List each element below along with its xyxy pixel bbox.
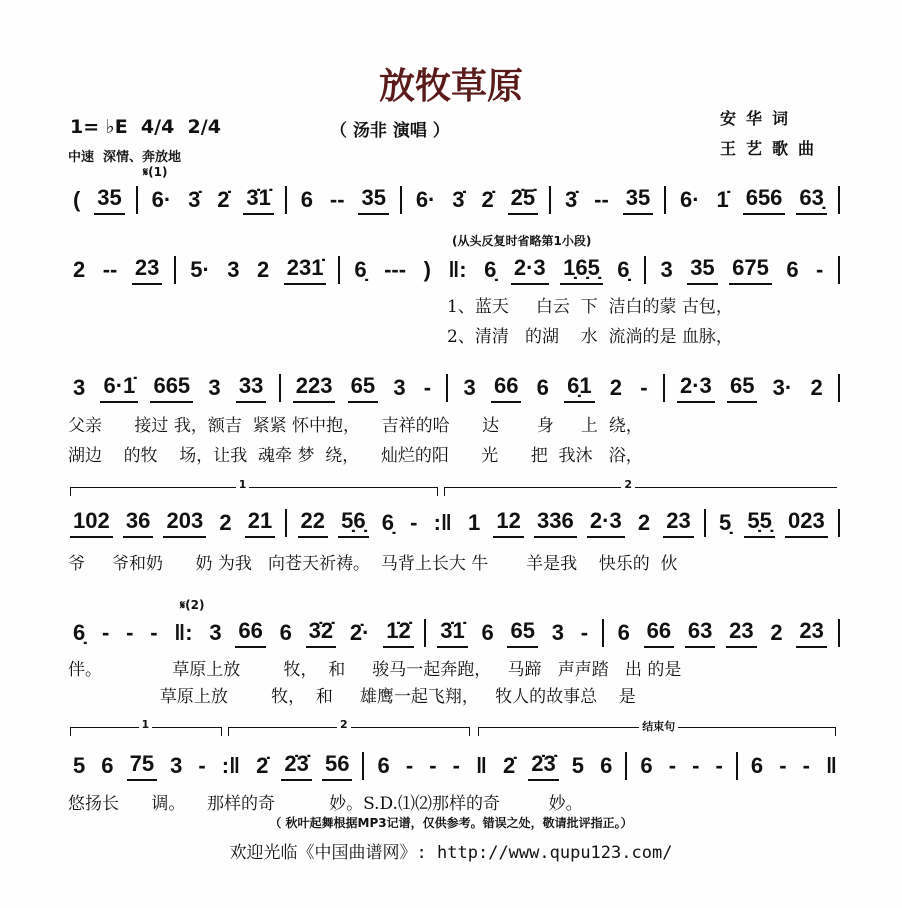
note-group: 6̣ [484, 257, 497, 282]
note-group: 2̇3̇ [281, 751, 311, 781]
note-group: 66 [644, 618, 674, 648]
notation-symbol: - [580, 620, 589, 645]
note-group: 2̇ [217, 187, 230, 212]
note-group: 6 [300, 187, 313, 212]
note-group: 656 [743, 185, 786, 215]
note-group: 6̣1 [564, 373, 594, 403]
bar-line [838, 374, 840, 402]
notation-symbol: - [452, 753, 460, 778]
repeat-note: (从头反复时省略第1小段) [452, 234, 592, 248]
note-group: 2·3 [511, 255, 549, 285]
tempo-marking: 中速 深情、奔放地 [68, 150, 182, 165]
note-group: 6· [680, 187, 700, 212]
bar-line [625, 752, 627, 780]
notation-symbol: :‖ [433, 510, 452, 535]
note-group: 3 [227, 257, 240, 282]
notation-symbol: - [126, 620, 134, 645]
notation-symbol: - [102, 620, 110, 645]
note-group: 6 [786, 257, 799, 282]
notation-symbol: ‖ [475, 753, 487, 778]
note-group: 6· [151, 187, 172, 212]
note-group: 3̇2̇ [306, 618, 336, 648]
bar-line [136, 186, 138, 214]
website-credit: 欢迎光临《中国曲谱网》: http://www.qupu123.com/ [229, 843, 673, 863]
note-group: 63̣ [796, 185, 826, 215]
note-group: 1̣6̣5̣ [560, 255, 603, 285]
note-group: 3 [463, 375, 476, 400]
note-group: 3 [170, 753, 183, 778]
notation-symbol: -- [594, 187, 609, 212]
note-group: 1 [468, 510, 481, 535]
note-group: 336 [534, 508, 577, 538]
volta-first-ending: 1 [70, 487, 438, 496]
key-signature: 1= ♭E 4/4 2/4 [70, 116, 221, 138]
note-group: 65 [507, 618, 537, 648]
notation-symbol: -- [102, 257, 118, 282]
notation-row-3 [70, 370, 840, 406]
note-group: 2·3 [677, 373, 715, 403]
lyric-row-4: 爷 爷和奶 奶 为我 向苍天祈祷。 马背上长大 牛 羊是我 快乐的 伙 [68, 554, 678, 574]
note-group: 35 [94, 185, 124, 215]
note-group: 023 [785, 508, 828, 538]
volta-second-ending: 2 [444, 487, 837, 496]
notation-symbol: - [816, 257, 824, 282]
note-group: 66 [491, 373, 521, 403]
notation-symbol: --- [384, 257, 407, 282]
note-group: 6·1̇ [100, 373, 138, 403]
note-group: 1̇2̇ [383, 618, 413, 648]
note-group: 3 [208, 375, 221, 400]
note-group: 56 [322, 751, 352, 781]
notation-symbol: - [692, 753, 700, 778]
bar-line [446, 374, 448, 402]
notation-symbol: - [640, 375, 648, 400]
note-group: 2̇· [349, 620, 370, 645]
bar-line [838, 256, 840, 284]
notation-symbol: ‖: [448, 257, 467, 282]
notation-row-2 [70, 252, 840, 288]
note-group: 675 [729, 255, 772, 285]
lyricist: 安华词 [720, 109, 799, 128]
note-group: 75 [127, 751, 157, 781]
notation-symbol: ‖: [174, 620, 193, 645]
note-group: 102 [70, 508, 113, 538]
bar-line [838, 186, 840, 214]
note-group: 23 [663, 508, 693, 538]
note-group: 665 [150, 373, 193, 403]
note-group: 23 [726, 618, 756, 648]
notation-symbol: ( [73, 187, 81, 212]
transcription-note: （ 秋叶起舞根据MP3记谱，仅供参考。错误之处，敬请批评指正。） [269, 816, 633, 830]
note-group: 6 [600, 753, 613, 778]
segno-2: 𝄋(2) [180, 598, 205, 612]
note-group: 3̇1̇ [437, 618, 467, 648]
note-group: 22 [298, 508, 328, 538]
note-group: 2̇5̇ [508, 185, 538, 215]
note-group: 5 [571, 753, 585, 778]
note-group: 2̇ [502, 753, 516, 778]
note-group: 1̇ [716, 187, 729, 212]
notation-symbol: - [150, 620, 158, 645]
bar-line [549, 186, 551, 214]
note-group: 23 [132, 255, 162, 285]
note-group: 6̣ [354, 257, 367, 282]
note-group: 63 [685, 618, 715, 648]
song-title: 放牧草原 [378, 65, 523, 107]
notation-symbol: ‖ [825, 753, 837, 778]
note-group: 223 [293, 373, 336, 403]
note-group: 2 [637, 510, 651, 535]
note-group: 2̇ [256, 753, 269, 778]
performer: （ 汤非 演唱 ） [330, 121, 450, 141]
note-group: 3 [551, 620, 564, 645]
note-group: 21 [245, 508, 275, 538]
bar-line [704, 509, 706, 537]
note-group: 3̇ [564, 187, 578, 212]
note-group: 5· [190, 257, 210, 282]
note-group: 33 [236, 373, 266, 403]
note-group: 2 [609, 375, 623, 400]
note-group: 6 [377, 753, 390, 778]
bar-line [736, 752, 738, 780]
note-group: 2 [257, 257, 270, 282]
note-group: 35 [623, 185, 653, 215]
volta-second-ending-2: 2 [228, 727, 470, 736]
notation-row-6 [70, 748, 840, 784]
bar-line [424, 619, 426, 647]
note-group: 2 [810, 375, 823, 400]
notation-symbol: - [779, 753, 787, 778]
bar-line [644, 256, 646, 284]
bar-line [400, 186, 402, 214]
bar-line [285, 186, 287, 214]
bar-line [285, 509, 287, 537]
lyric-row-3-verse-2: 湖边 的牧 场，让我 魂牵 梦 绕， 灿烂的阳 光 把 我沐 浴， [68, 446, 643, 466]
notation-symbol: - [802, 753, 810, 778]
notation-symbol: -- [329, 187, 345, 212]
note-group: 6 [279, 620, 292, 645]
lyric-row-2-verse-2: 2、清清 的湖 水 流淌的是 血脉， [447, 327, 733, 347]
note-group: 3̇ [188, 187, 201, 212]
note-group: 2·3 [587, 508, 625, 538]
bar-line [279, 374, 281, 402]
notation-row-1 [70, 182, 840, 218]
note-group: 3 [73, 375, 86, 400]
note-group: 6 [536, 375, 549, 400]
note-group: 5̣6̣ [338, 508, 368, 538]
lyric-row-3-verse-1: 父亲 接过 我，额吉 紧紧 怀中抱， 吉祥的哈 达 身 上 绕， [68, 416, 643, 436]
ending-phrase-bracket: 结束句 [478, 727, 836, 736]
notation-symbol: ) [423, 257, 431, 282]
notation-symbol: - [668, 753, 677, 778]
note-group: 2 [770, 620, 783, 645]
note-group: 6̣ [617, 257, 630, 282]
bar-line [664, 186, 666, 214]
note-group: 2 [219, 510, 232, 535]
note-group: 65 [727, 373, 757, 403]
note-group: 35 [687, 255, 717, 285]
note-group: 5̣5̣ [744, 508, 774, 538]
bar-line [838, 619, 840, 647]
bar-line [174, 256, 176, 284]
notation-symbol: - [405, 753, 414, 778]
bar-line [838, 509, 840, 537]
note-group: 3 [660, 257, 673, 282]
lyric-row-5-verse-2: 草原上放 牧， 和 雄鹰一起飞翔， 牧人的故事总 是 [68, 687, 636, 707]
note-group: 36 [123, 508, 153, 538]
note-group: 2̇ [481, 187, 494, 212]
note-group: 6 [617, 620, 630, 645]
notation-row-5 [70, 615, 840, 651]
note-group: 6 [101, 753, 114, 778]
notation-row-4 [70, 505, 840, 541]
note-group: 6 [750, 753, 764, 778]
note-group: 3̇ [452, 187, 465, 212]
composer: 王艺歌曲 [720, 139, 825, 158]
lyric-row-5-verse-1: 伴。 草原上放 牧， 和 骏马一起奔跑， 马蹄 声声踏 出 的是 [68, 660, 682, 680]
notation-symbol: - [198, 753, 206, 778]
lyric-row-6: 悠扬长 调。 那样的奇 妙。S.D.⑴⑵那样的奇 妙。 [68, 794, 583, 814]
note-group: 2̇3̇ [528, 751, 558, 781]
notation-symbol: :‖ [221, 753, 241, 778]
segno-1: 𝄋(1) [143, 165, 168, 179]
note-group: 3 [393, 375, 406, 400]
bar-line [338, 256, 340, 284]
note-group: 3· [772, 375, 793, 400]
note-group: 23 [796, 618, 826, 648]
note-group: 3 [209, 620, 222, 645]
note-group: 5̣ [719, 510, 732, 535]
notation-symbol: - [715, 753, 723, 778]
bar-line [602, 619, 604, 647]
note-group: 203 [163, 508, 206, 538]
volta-first-ending-2: 1 [70, 727, 222, 736]
note-group: 231̇ [284, 255, 327, 285]
note-group: 12 [493, 508, 523, 538]
note-group: 6̣ [73, 620, 86, 645]
lyric-row-2-verse-1: 1、蓝天 白云 下 洁白的蒙 古包， [447, 297, 733, 317]
bar-line [362, 752, 364, 780]
note-group: 6 [640, 753, 653, 778]
note-group: 66 [235, 618, 265, 648]
bar-line [663, 374, 665, 402]
notation-symbol: - [423, 375, 432, 400]
note-group: 6̣ [381, 510, 394, 535]
note-group: 2 [73, 257, 86, 282]
note-group: 6 [481, 620, 494, 645]
note-group: 5 [73, 753, 86, 778]
note-group: 6· [415, 187, 436, 212]
notation-symbol: - [429, 753, 437, 778]
notation-symbol: - [410, 510, 418, 535]
note-group: 35 [358, 185, 388, 215]
note-group: 3̇1̇ [243, 185, 273, 215]
note-group: 65 [348, 373, 378, 403]
